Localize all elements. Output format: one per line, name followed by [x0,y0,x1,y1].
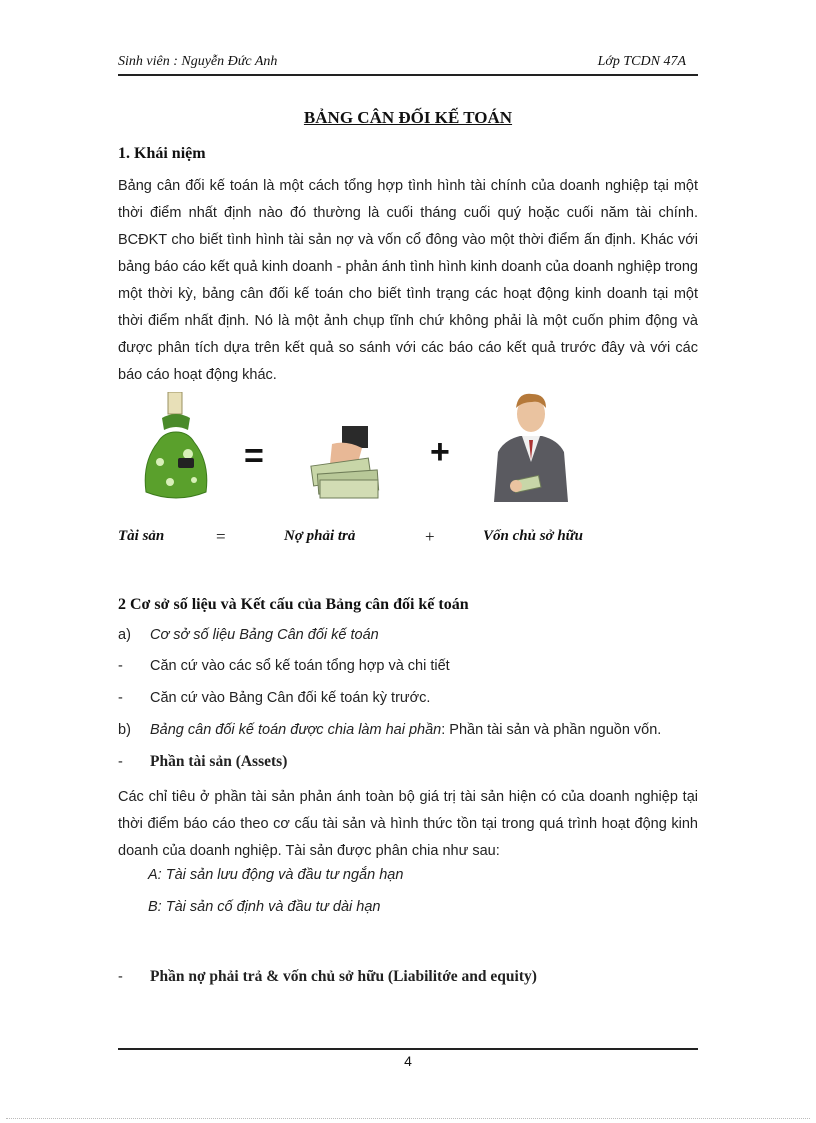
item-a-mark: a) [118,627,131,643]
equation-plus-sign: + [425,527,435,546]
header-student: Sinh viên : Nguyễn Đức Anh [118,54,278,69]
plus-symbol: + [430,433,450,471]
page-edge-divider [6,1118,810,1119]
assets-heading-line [118,753,287,771]
assets-paragraph: Các chỉ tiêu ở phần tài sản phản ánh toàn bộ giá trị tài sản hiện có của doanh nghiệp tại thời điểm báo cáo theo cơ cấu tài sản và hình thức tồn tại trong quá trình hoạt động kinh doanh của doanh nghiệp. Tài sản được phân chia như sau: [118,789,698,859]
bullet-item-2 [118,690,430,706]
item-a-text: Cơ sở số liệu Bảng Cân đối kế toán [150,627,379,643]
hand-money-illustration [306,426,384,500]
liabilities-heading: Phần nợ phải trả & vốn chủ sở hữu (Liabilitớe and equity) [150,968,537,985]
section2-item-b [118,722,661,738]
section1-paragraph: Bảng cân đối kế toán là một cách tổng hợp tình hình tài chính của doanh nghiệp tại một thời điểm nhất định nào đó thường là cuối tháng cuối quý hoặc cuối năm tài chính. BCĐKT cho biết tình hình tài sản nợ và vốn cổ đông vào một thời điểm ấn định. Khác với bảng báo cáo kết quả kinh doanh - phản ánh tình hình kinh doanh của doanh nghiệp trong một thời kỳ, bảng cân đối kế toán cho biết tình trạng các hoạt động kinh doanh tại một thời điểm nhất định. Nó là một ảnh chụp tĩnh chứ không phải là một cuốn phim động và được phân tích dựa trên kết quả so sánh với các báo cáo kết quả trước đây và với các báo cáo hoạt động khác. [118,178,698,383]
item-b-rest: : Phần tài sản và phần nguồn vốn. [441,722,662,738]
businessman-illustration [492,390,570,502]
bullet-dash: - [118,969,123,985]
footer-rule [118,1048,698,1050]
bullet-2-text: Căn cứ vào Bảng Cân đối kế toán kỳ trước. [150,690,431,706]
bullet-dash: - [118,658,123,674]
liabilities-heading-line [118,968,537,986]
asset-category-b: B: Tài sản cố định và đầu tư dài hạn [148,899,381,915]
bullet-dash: - [118,754,123,770]
bullet-item-1 [118,658,450,674]
page-header [118,52,698,76]
assets-label: Tài sản [118,528,165,544]
section1-heading: 1. Khái niệm [118,145,206,162]
assets-heading: Phần tài sản (Assets) [150,753,288,770]
page-number: 4 [404,1053,412,1069]
asset-category-a: A: Tài sản lưu động và đầu tư ngắn hạn [148,867,404,883]
equity-label: Vốn chủ sở hữu [483,528,583,544]
bullet-dash: - [118,690,123,706]
item-b-mark: b) [118,722,131,738]
section2-heading: 2 Cơ sở số liệu và Kết cấu của Bảng cân đối kế toán [118,596,469,613]
section2-item-a [118,627,379,643]
bullet-1-text: Căn cứ vào các sổ kế toán tổng hợp và chi tiết [150,658,450,674]
equals-symbol: = [244,437,264,475]
equation-equals-sign: = [216,527,226,546]
header-class: Lớp TCDN 47A [597,54,686,69]
page-title: BẢNG CÂN ĐỐI KẾ TOÁN [303,108,513,127]
money-bag-illustration [140,392,212,504]
item-b-italic: Bảng cân đối kế toán được chia làm hai phần [150,722,442,738]
liabilities-label: Nợ phải trả [284,528,356,544]
